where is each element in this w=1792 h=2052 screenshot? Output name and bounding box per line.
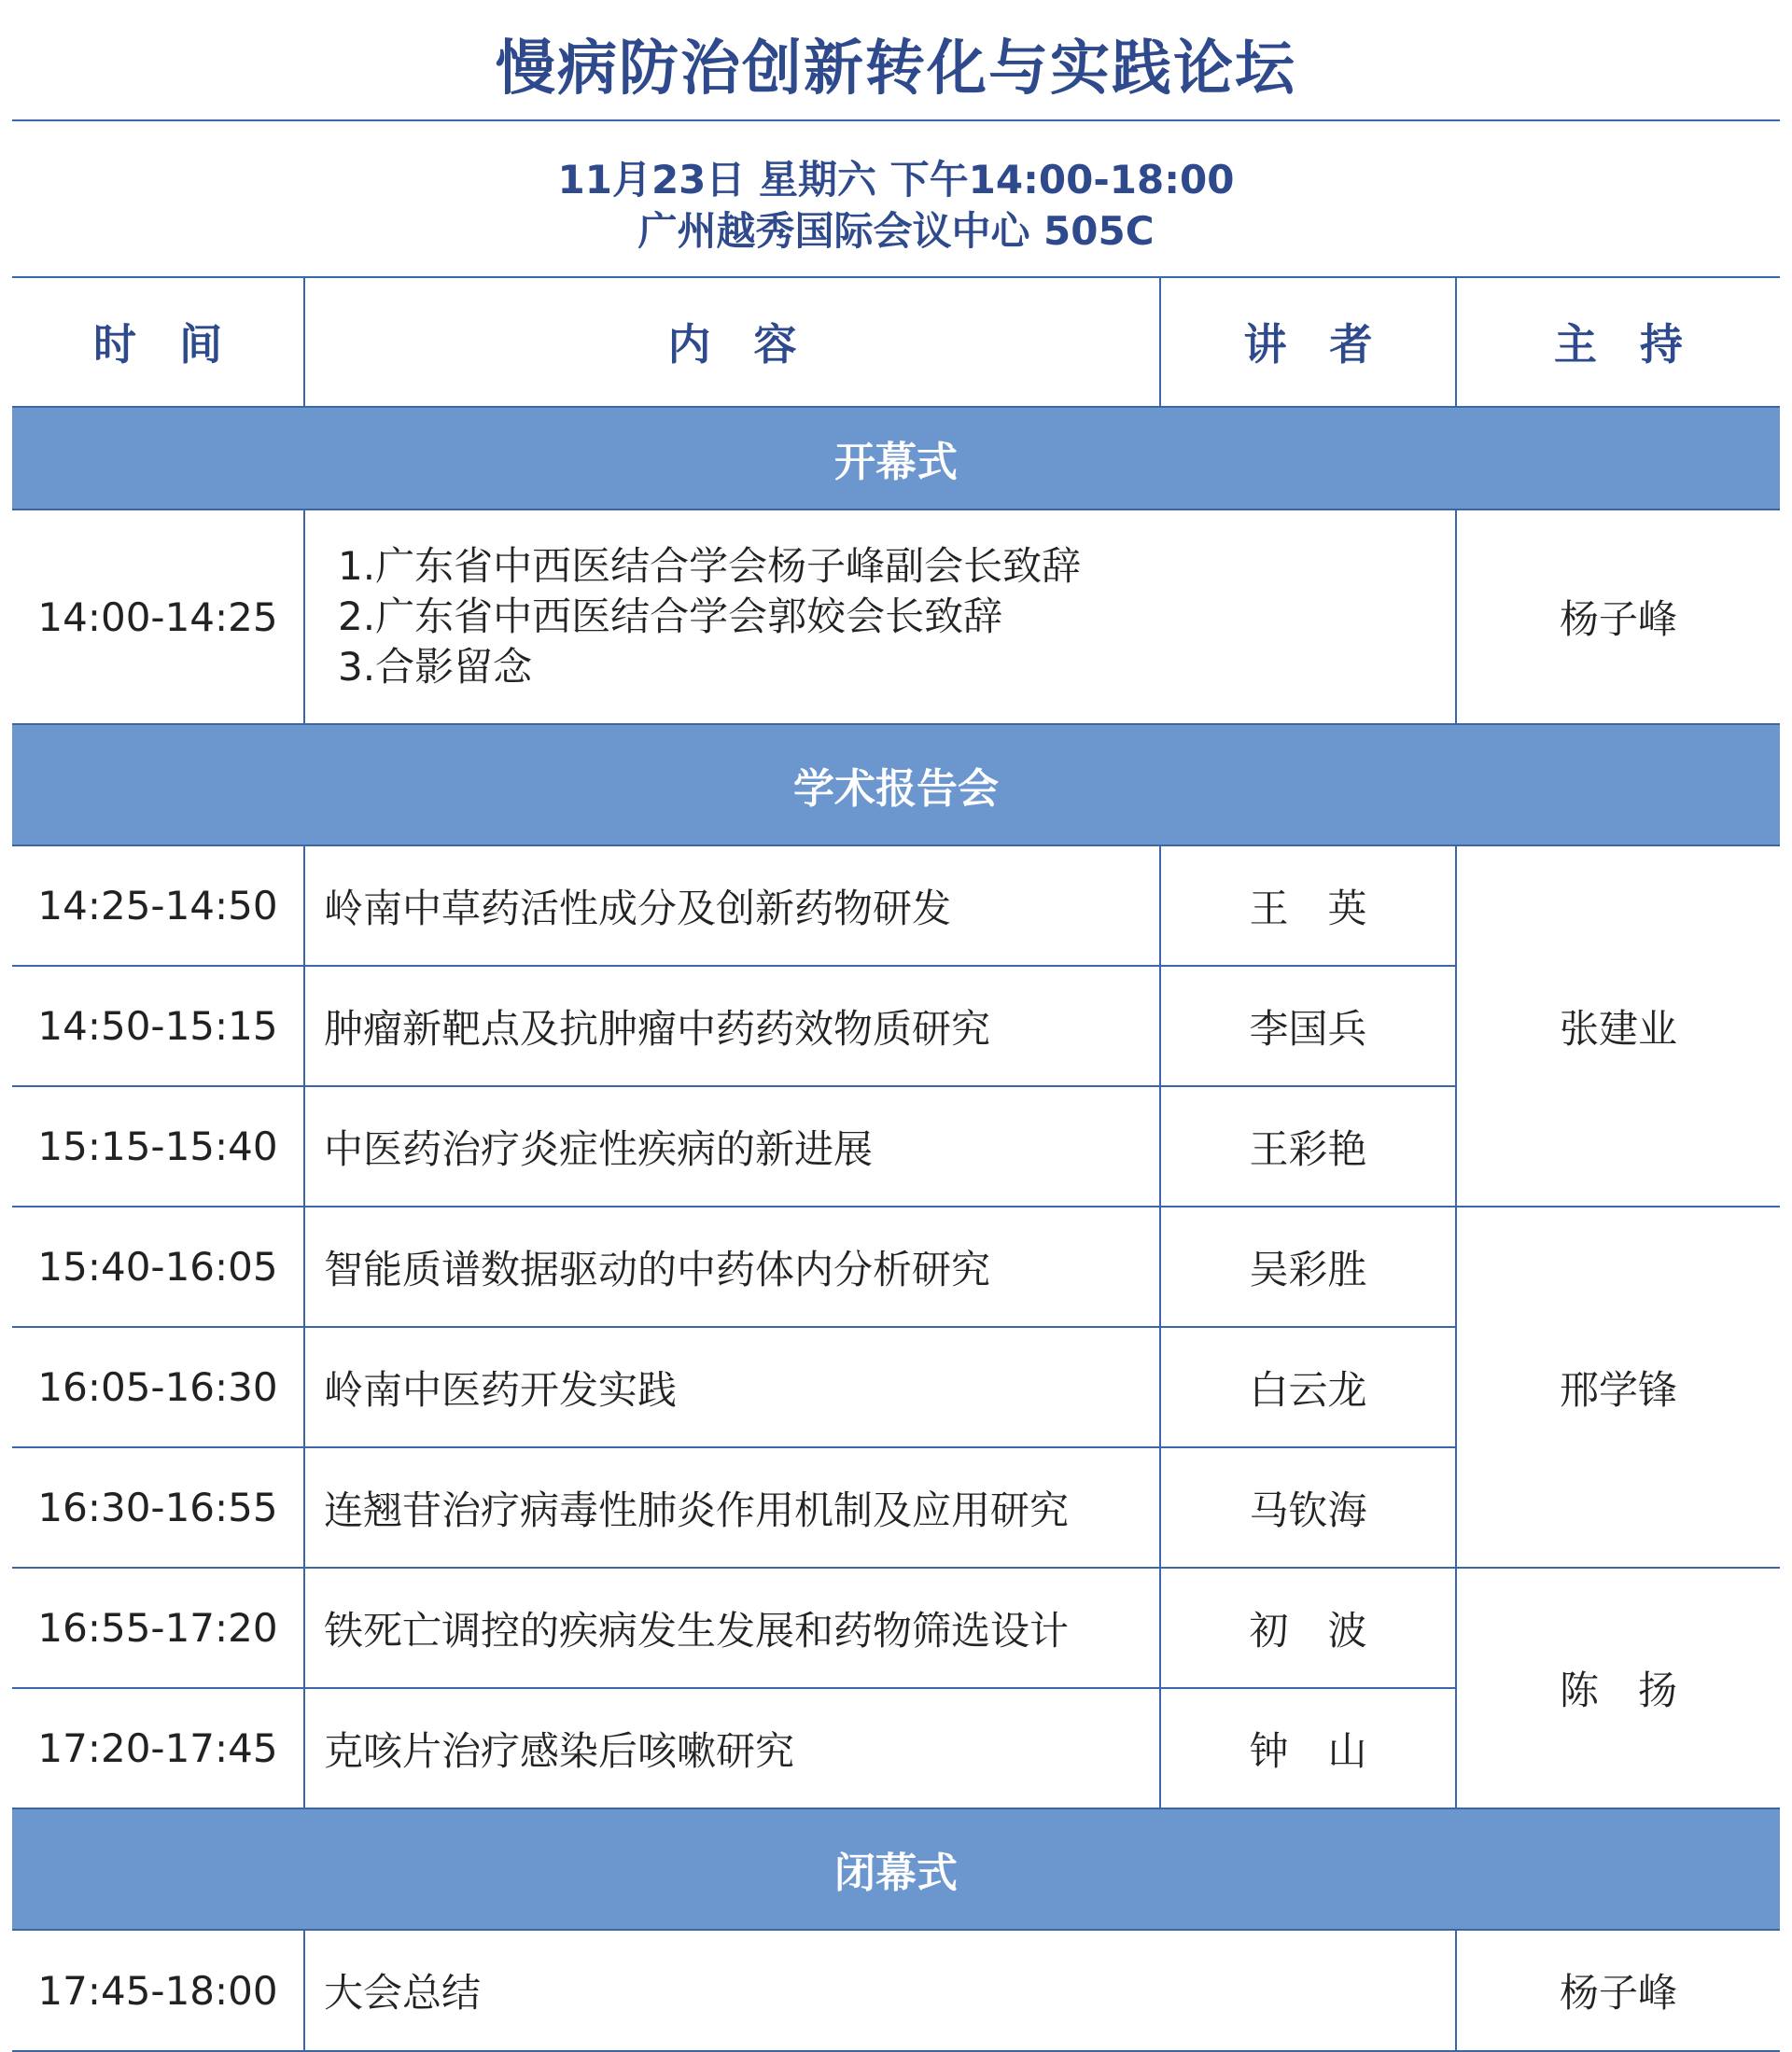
title-rule	[12, 119, 1780, 121]
header-content: 内 容	[304, 277, 1160, 407]
talk-speaker: 马钦海	[1160, 1447, 1456, 1568]
closing-time: 17:45-18:00	[12, 1930, 304, 2051]
talk-time: 16:05-16:30	[12, 1327, 304, 1447]
talk-time: 15:15-15:40	[12, 1086, 304, 1207]
talk-time: 16:55-17:20	[12, 1568, 304, 1688]
section-academic: 学术报告会	[12, 724, 1780, 845]
talk-speaker: 李国兵	[1160, 966, 1456, 1086]
talk-content: 中医药治疗炎症性疾病的新进展	[304, 1086, 1160, 1207]
schedule-table	[12, 277, 1780, 2052]
talk-content: 克咳片治疗感染后咳嗽研究	[304, 1688, 1160, 1808]
talk-time: 15:40-16:05	[12, 1207, 304, 1327]
opening-item: 2.广东省中西医结合学会郭姣会长致辞	[338, 593, 1003, 639]
closing-row	[12, 1930, 1780, 2051]
talk-host: 陈 扬	[1456, 1568, 1780, 1808]
talk-speaker: 钟 山	[1160, 1688, 1456, 1808]
opening-item: 3.合影留念	[338, 644, 533, 690]
table-row	[12, 1568, 1780, 1688]
table-row	[12, 845, 1780, 966]
talk-content: 连翘苷治疗病毒性肺炎作用机制及应用研究	[304, 1447, 1160, 1568]
page-title: 慢病防治创新转化与实践论坛	[496, 35, 1296, 104]
talk-content: 肿瘤新靶点及抗肿瘤中药药效物质研究	[304, 966, 1160, 1086]
opening-content	[304, 510, 1456, 724]
section-academic-row	[12, 724, 1780, 845]
opening-item: 1.广东省中西医结合学会杨子峰副会长致辞	[338, 543, 1082, 589]
section-opening: 开幕式	[12, 407, 1780, 510]
talk-host: 邢学锋	[1456, 1207, 1780, 1568]
opening-time: 14:00-14:25	[12, 510, 304, 724]
talk-content: 智能质谱数据驱动的中药体内分析研究	[304, 1207, 1160, 1327]
talk-content: 铁死亡调控的疾病发生发展和药物筛选设计	[304, 1568, 1160, 1688]
talk-time: 16:30-16:55	[12, 1447, 304, 1568]
section-opening-row	[12, 407, 1780, 510]
header-time: 时 间	[12, 277, 304, 407]
talk-speaker: 吴彩胜	[1160, 1207, 1456, 1327]
talk-content: 岭南中草药活性成分及创新药物研发	[304, 845, 1160, 966]
venue-line: 广州越秀国际会议中心 505C	[637, 208, 1155, 254]
table-row	[12, 1207, 1780, 1327]
header-speaker: 讲 者	[1160, 277, 1456, 407]
talk-speaker: 王彩艳	[1160, 1086, 1456, 1207]
closing-host: 杨子峰	[1456, 1930, 1780, 2051]
talk-speaker: 白云龙	[1160, 1327, 1456, 1447]
opening-host: 杨子峰	[1456, 510, 1780, 724]
section-closing: 闭幕式	[12, 1808, 1780, 1930]
talk-host: 张建业	[1456, 845, 1780, 1207]
table-header-row	[12, 277, 1780, 407]
closing-content: 大会总结	[304, 1930, 1456, 2051]
date-line: 11月23日 星期六 下午14:00-18:00	[557, 157, 1235, 202]
talk-content: 岭南中医药开发实践	[304, 1327, 1160, 1447]
header-host: 主 持	[1456, 277, 1780, 407]
talk-time: 14:25-14:50	[12, 845, 304, 966]
talk-time: 17:20-17:45	[12, 1688, 304, 1808]
talk-speaker: 王 英	[1160, 845, 1456, 966]
talk-time: 14:50-15:15	[12, 966, 304, 1086]
opening-row	[12, 510, 1780, 724]
section-closing-row	[12, 1808, 1780, 1930]
talk-speaker: 初 波	[1160, 1568, 1456, 1688]
